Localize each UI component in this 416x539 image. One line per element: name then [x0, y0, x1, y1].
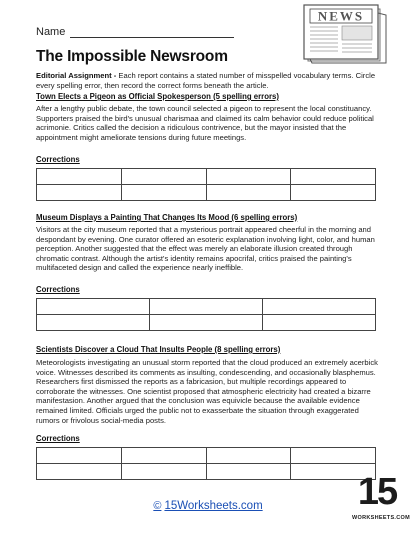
correction-cell[interactable] — [206, 464, 291, 480]
story-title: Scientists Discover a Cloud That Insults People (8 spelling errors) — [36, 345, 281, 354]
correction-cell[interactable] — [121, 448, 206, 464]
instructions-text: Each report contains a stated number of misspelled vocabulary terms. Circle every spelling error, then record the correct forms beneath the article. — [36, 71, 376, 90]
correction-cell[interactable] — [37, 448, 122, 464]
table-row — [37, 448, 376, 464]
correction-cell[interactable] — [206, 448, 291, 464]
story-title: Town Elects a Pigeon as Official Spokesperson (5 spelling errors) — [36, 92, 279, 101]
correction-cell[interactable] — [37, 315, 150, 331]
newspaper-icon — [302, 3, 388, 65]
instructions — [36, 71, 376, 90]
correction-cell[interactable] — [263, 299, 376, 315]
correction-cell[interactable] — [121, 169, 206, 185]
table-row — [37, 299, 376, 315]
correction-cell[interactable] — [37, 169, 122, 185]
brand-number: 15 — [357, 471, 397, 513]
corrections-table — [36, 447, 376, 480]
name-line[interactable] — [70, 27, 234, 38]
correction-cell[interactable] — [206, 169, 291, 185]
correction-cell[interactable] — [37, 299, 150, 315]
corrections-table — [36, 298, 376, 331]
footer-text: 15Worksheets.com — [164, 500, 263, 512]
correction-cell[interactable] — [291, 169, 376, 185]
logo-text: NEWS — [317, 8, 365, 24]
brand-logo — [352, 470, 410, 530]
corrections-label: Corrections — [36, 434, 80, 443]
correction-cell[interactable] — [150, 299, 263, 315]
name-field[interactable] — [36, 26, 234, 38]
story-text: Meteorologists investigating an unusual storm reported that the cloud produced an extremely acerbick voice. Witnesses described its comments as insulting, condescending, and occasionally blasphemus. Researchers first dismissed the reports as a fabricasion, but multiple recordings appeared to corroborate the witnesses. One scientist proposed that atmospheric electricity had created a bizarre manifestasion. Another argued that the conclusion was equivicle because the available evidence remained limited. Officials urged the public not to exasserbate the situation through exaggerated rumors or frivolous social-media posts. — [36, 358, 378, 425]
table-row — [37, 185, 376, 201]
correction-cell[interactable] — [121, 464, 206, 480]
correction-cell[interactable] — [263, 315, 376, 331]
table-row — [37, 464, 376, 480]
correction-cell[interactable] — [37, 185, 122, 201]
brand-word: WORKSHEETS.COM — [352, 515, 410, 521]
story-text: Visitors at the city museum reported that a mysterious portrait appeared cheerful in the morning and despondant by evening. One curator offered an esoteric explanation involving light, color, and human perception. Another suggested that the effect was merely an elaborate illusion created through chromatic contrast. Although the artist's identity remains apocrifal, critics praised the painting's multifaceted design and called the experience nearly ineffible. — [36, 225, 375, 273]
table-row — [37, 315, 376, 331]
correction-cell[interactable] — [291, 448, 376, 464]
correction-cell[interactable] — [206, 185, 291, 201]
correction-cell[interactable] — [37, 464, 122, 480]
table-row — [37, 169, 376, 185]
copyright-icon: © — [153, 500, 162, 512]
corrections-table — [36, 168, 376, 201]
instructions-label: Editorial Assignment - — [36, 71, 117, 80]
page-title: The Impossible Newsroom — [36, 48, 228, 65]
name-label: Name — [36, 26, 66, 38]
story-title: Museum Displays a Painting That Changes Its Mood (6 spelling errors) — [36, 213, 298, 222]
corrections-label: Corrections — [36, 285, 80, 294]
correction-cell[interactable] — [121, 185, 206, 201]
corrections-label: Corrections — [36, 155, 80, 164]
correction-cell[interactable] — [291, 185, 376, 201]
story-text: After a lengthy public debate, the town council selected a pigeon to represent the local constituancy. Supporters praised the bird's unusual charismaa and claimed its calm behavior could reduce political acrimonie. Critics called the decision a ridiculous contrivence, but the mayor insisted that the appointment might ameliorate tensions during future meetings. — [36, 104, 374, 142]
correction-cell[interactable] — [150, 315, 263, 331]
